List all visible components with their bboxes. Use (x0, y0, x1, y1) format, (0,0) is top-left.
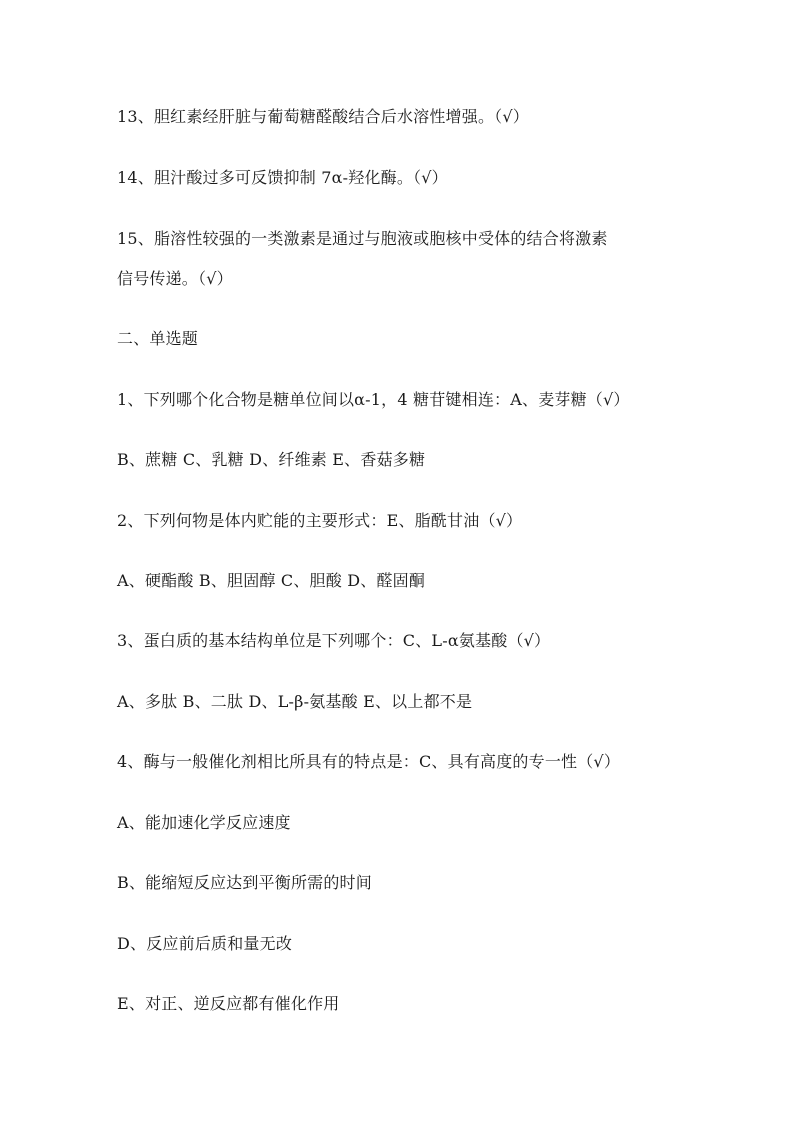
statement-15: 15、脂溶性较强的一类激素是通过与胞液或胞核中受体的结合将激素 (117, 229, 608, 248)
statement-14: 14、胆汁酸过多可反馈抑制 7α-羟化酶。（√） (117, 168, 448, 187)
question-4: 4、酶与一般催化剂相比所具有的特点是：C、具有高度的专一性（√） (117, 752, 621, 771)
question-4-option-e: E、对正、逆反应都有催化作用 (117, 994, 340, 1013)
question-3-options: A、多肽 B、二肽 D、L-β-氨基酸 E、以上都不是 (117, 692, 473, 711)
statement-13: 13、胆红素经肝脏与葡萄糖醛酸结合后水溶性增强。（√） (117, 107, 529, 126)
question-4-option-b: B、能缩短反应达到平衡所需的时间 (117, 873, 372, 892)
question-1-options: B、蔗糖 C、乳糖 D、纤维素 E、香菇多糖 (117, 450, 426, 469)
section-heading-single-choice: 二、单选题 (117, 329, 199, 348)
question-2: 2、下列何物是体内贮能的主要形式：E、脂酰甘油（√） (117, 511, 523, 530)
question-3: 3、蛋白质的基本结构单位是下列哪个：C、L-α氨基酸（√） (117, 631, 551, 650)
statement-15-continued: 信号传递。（√） (117, 269, 233, 288)
question-1: 1、下列哪个化合物是糖单位间以α-1，4 糖苷键相连：A、麦芽糖（√） (117, 390, 630, 409)
question-4-option-a: A、能加速化学反应速度 (117, 813, 291, 832)
question-4-option-d: D、反应前后质和量无改 (117, 934, 293, 953)
question-2-options: A、硬酯酸 B、胆固醇 C、胆酸 D、醛固酮 (117, 571, 426, 590)
